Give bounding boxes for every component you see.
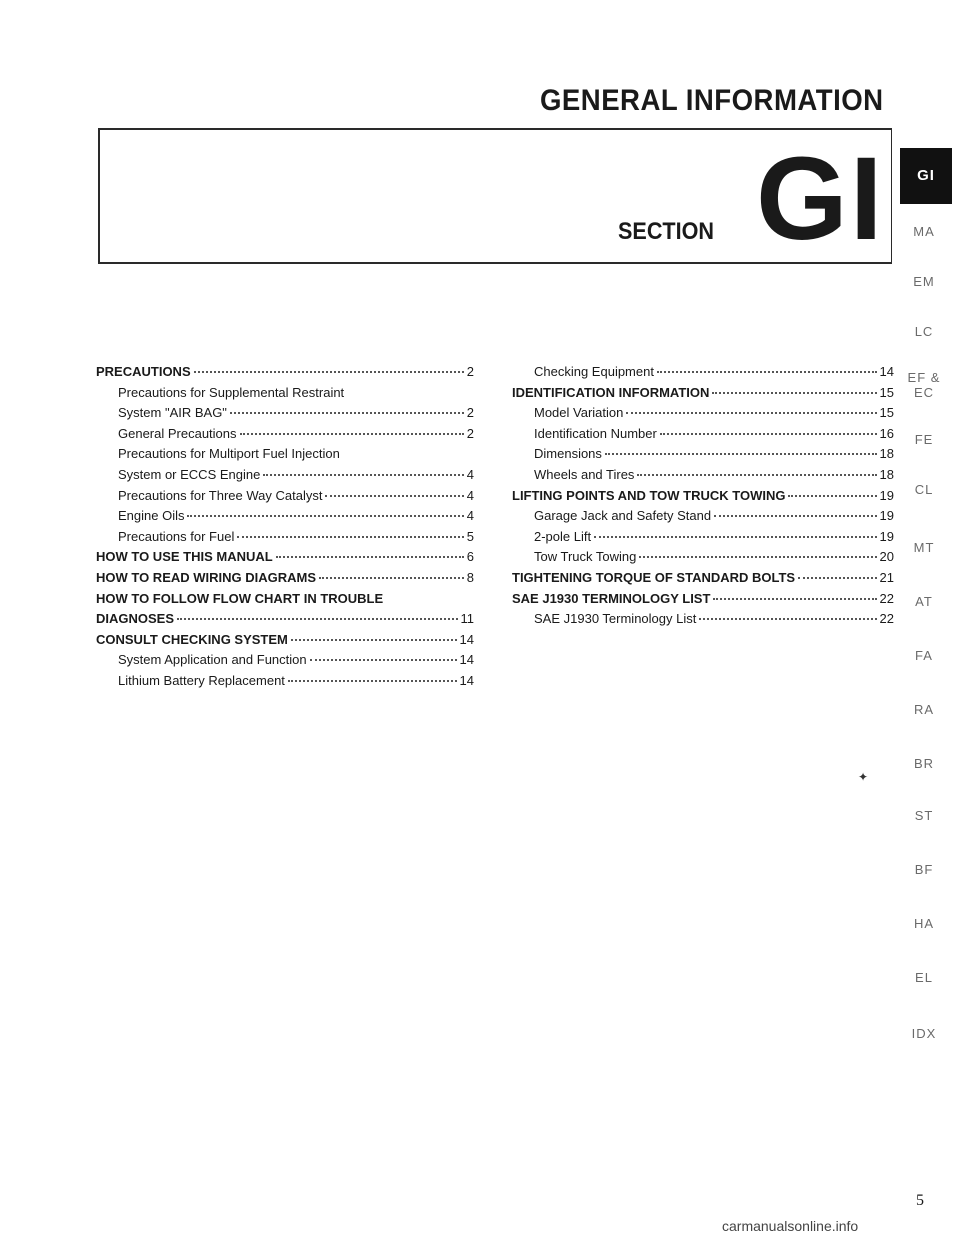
section-tab-ha[interactable]: HA — [913, 916, 935, 931]
toc-page-number: 14 — [459, 672, 474, 688]
toc-leader-dots — [788, 495, 876, 497]
toc-entry-title: Dimensions — [534, 446, 602, 462]
toc-page-number: 20 — [879, 549, 894, 565]
toc-page-number: 19 — [879, 528, 894, 544]
toc-entry[interactable] — [96, 506, 474, 527]
toc-page-number: 22 — [879, 590, 894, 606]
toc-entry-title: Wheels and Tires — [534, 466, 635, 482]
toc-left-column — [96, 362, 474, 692]
toc-page-number: 22 — [879, 611, 894, 627]
toc-leader-dots — [276, 556, 464, 558]
toc-entry-title: HOW TO FOLLOW FLOW CHART IN TROUBLE — [96, 590, 384, 606]
toc-right-column — [512, 362, 894, 630]
toc-page-number: 5 — [466, 528, 474, 544]
toc-entry-title: Identification Number — [534, 425, 657, 441]
section-tab-efec[interactable]: EF & EC — [907, 370, 941, 400]
toc-leader-dots — [291, 639, 457, 641]
section-tab-ma[interactable]: MA — [913, 224, 935, 239]
toc-entry-title: Precautions for Multiport Fuel Injection — [118, 446, 340, 462]
toc-page-number: 15 — [879, 405, 894, 421]
toc-leader-dots — [699, 618, 876, 620]
page-title: GENERAL INFORMATION — [540, 84, 884, 117]
toc-leader-dots — [319, 577, 464, 579]
toc-leader-dots — [230, 412, 464, 414]
toc-page-number: 6 — [466, 549, 474, 565]
toc-entry-title: System or ECCS Engine — [118, 466, 261, 482]
toc-leader-dots — [605, 453, 877, 455]
toc-page-number: 14 — [879, 364, 894, 379]
toc-entry-title: CONSULT CHECKING SYSTEM — [96, 631, 288, 647]
toc-entry-title: TIGHTENING TORQUE OF STANDARD BOLTS — [512, 569, 796, 585]
toc-entry[interactable] — [96, 671, 474, 692]
toc-entry-title: SAE J1930 TERMINOLOGY LIST — [512, 590, 711, 606]
toc-entry[interactable] — [512, 465, 894, 486]
section-tab-gi[interactable]: GI — [900, 148, 952, 204]
toc-entry-title: Model Variation — [534, 405, 624, 421]
toc-page-number: 15 — [879, 384, 894, 400]
toc-entry-title: HOW TO USE THIS MANUAL — [96, 549, 273, 565]
toc-entry-title: Garage Jack and Safety Stand — [534, 508, 712, 524]
toc-leader-dots — [310, 659, 457, 661]
toc-page-number: 14 — [459, 631, 474, 647]
toc-entry-title: Precautions for Fuel — [118, 528, 235, 544]
section-tab-bf[interactable]: BF — [914, 862, 934, 877]
toc-leader-dots — [187, 515, 463, 517]
toc-leader-dots — [712, 392, 876, 394]
toc-page-number: 16 — [879, 425, 894, 441]
toc-entry[interactable] — [96, 527, 474, 548]
toc-entry[interactable] — [96, 609, 474, 630]
section-tab-el[interactable]: EL — [915, 970, 933, 985]
toc-leader-dots — [240, 433, 464, 435]
toc-entry-title: IDENTIFICATION INFORMATION — [512, 384, 710, 400]
toc-page-number: 19 — [879, 487, 894, 503]
toc-leader-dots — [263, 474, 463, 476]
toc-entry-title: Precautions for Supplemental Restraint — [118, 384, 345, 400]
section-tab-at[interactable]: AT — [915, 594, 933, 609]
toc-page-number: 21 — [879, 569, 894, 585]
section-tab-mt[interactable]: MT — [913, 540, 935, 555]
toc-entry-title: SAE J1930 Terminology List — [534, 611, 697, 627]
toc-entry[interactable] — [512, 383, 894, 404]
section-tab-cl[interactable]: CL — [914, 482, 934, 497]
toc-entry-title: Tow Truck Towing — [534, 549, 637, 565]
toc-entry-title: HOW TO READ WIRING DIAGRAMS — [96, 569, 317, 585]
toc-entry[interactable] — [96, 630, 474, 651]
toc-entry[interactable] — [96, 465, 474, 486]
toc-entry-title: PRECAUTIONS — [96, 364, 191, 379]
toc-entry[interactable] — [96, 547, 474, 568]
toc-entry-title: System "AIR BAG" — [118, 405, 227, 421]
toc-leader-dots — [660, 433, 877, 435]
toc-page-number: 8 — [466, 569, 474, 585]
toc-entry-title: 2-pole Lift — [534, 528, 592, 544]
toc-entry[interactable] — [96, 403, 474, 424]
toc-leader-dots — [657, 371, 877, 373]
toc-leader-dots — [237, 536, 463, 538]
toc-entry-title: LIFTING POINTS AND TOW TRUCK TOWING — [512, 487, 786, 503]
toc-entry[interactable] — [512, 362, 894, 383]
toc-page-number: 4 — [466, 487, 474, 503]
toc-leader-dots — [798, 577, 876, 579]
toc-entry[interactable] — [512, 589, 894, 610]
toc-entry-title: DIAGNOSES — [96, 611, 175, 627]
section-tab-fa[interactable]: FA — [915, 648, 933, 663]
toc-entry[interactable] — [512, 506, 894, 527]
toc-page-number: 2 — [466, 405, 474, 421]
section-tab-fe[interactable]: FE — [914, 432, 934, 447]
toc-entry-title: General Precautions — [118, 425, 237, 441]
toc-page-number: 4 — [466, 508, 474, 524]
toc-leader-dots — [594, 536, 876, 538]
toc-leader-dots — [714, 515, 876, 517]
toc-leader-dots — [639, 556, 876, 558]
section-tab-em[interactable]: EM — [913, 274, 935, 289]
toc-entry[interactable] — [512, 424, 894, 445]
toc-page-number: 18 — [879, 446, 894, 462]
toc-entry[interactable] — [512, 609, 894, 630]
toc-entry[interactable] — [96, 650, 474, 671]
toc-page-number: 14 — [459, 652, 474, 668]
toc-leader-dots — [288, 680, 457, 682]
toc-entry[interactable] — [512, 527, 894, 548]
section-tab-lc[interactable]: LC — [914, 324, 934, 339]
toc-leader-dots — [177, 618, 457, 620]
toc-entry[interactable] — [512, 547, 894, 568]
section-tab-idx[interactable]: IDX — [911, 1026, 937, 1041]
toc-entry[interactable] — [512, 568, 894, 589]
section-code: GI — [756, 133, 885, 265]
toc-entry-title: Checking Equipment — [534, 364, 654, 379]
toc-entry[interactable] — [96, 424, 474, 445]
toc-entry-title: Precautions for Three Way Catalyst — [118, 487, 323, 503]
scan-speck: ✦ — [858, 770, 869, 784]
toc-entry-title: System Application and Function — [118, 652, 307, 668]
toc-page-number: 2 — [466, 425, 474, 441]
toc-entry[interactable] — [512, 444, 894, 465]
toc-page-number: 4 — [466, 466, 474, 482]
section-tab-st[interactable]: ST — [914, 808, 934, 823]
toc-entry[interactable] — [96, 486, 474, 507]
toc-page-number: 11 — [460, 611, 474, 627]
page-number: 5 — [916, 1192, 924, 1209]
toc-entry[interactable] — [512, 486, 894, 507]
toc-entry-title: Lithium Battery Replacement — [118, 672, 285, 688]
toc-entry[interactable] — [96, 362, 474, 383]
watermark: carmanualsonline.info — [722, 1218, 859, 1234]
section-label: SECTION — [618, 218, 715, 245]
toc-entry[interactable] — [96, 568, 474, 589]
toc-page-number: 19 — [879, 508, 894, 524]
section-tab-ra[interactable]: RA — [913, 702, 935, 717]
toc-page-number: 2 — [466, 364, 474, 379]
toc-leader-dots — [713, 598, 876, 600]
toc-leader-dots — [325, 495, 463, 497]
toc-leader-dots — [637, 474, 876, 476]
toc-page-number: 18 — [879, 466, 894, 482]
toc-entry-title: Engine Oils — [118, 508, 185, 524]
toc-leader-dots — [626, 412, 876, 414]
toc-leader-dots — [194, 371, 464, 373]
section-tab-br[interactable]: BR — [913, 756, 935, 771]
toc-entry[interactable] — [512, 403, 894, 424]
